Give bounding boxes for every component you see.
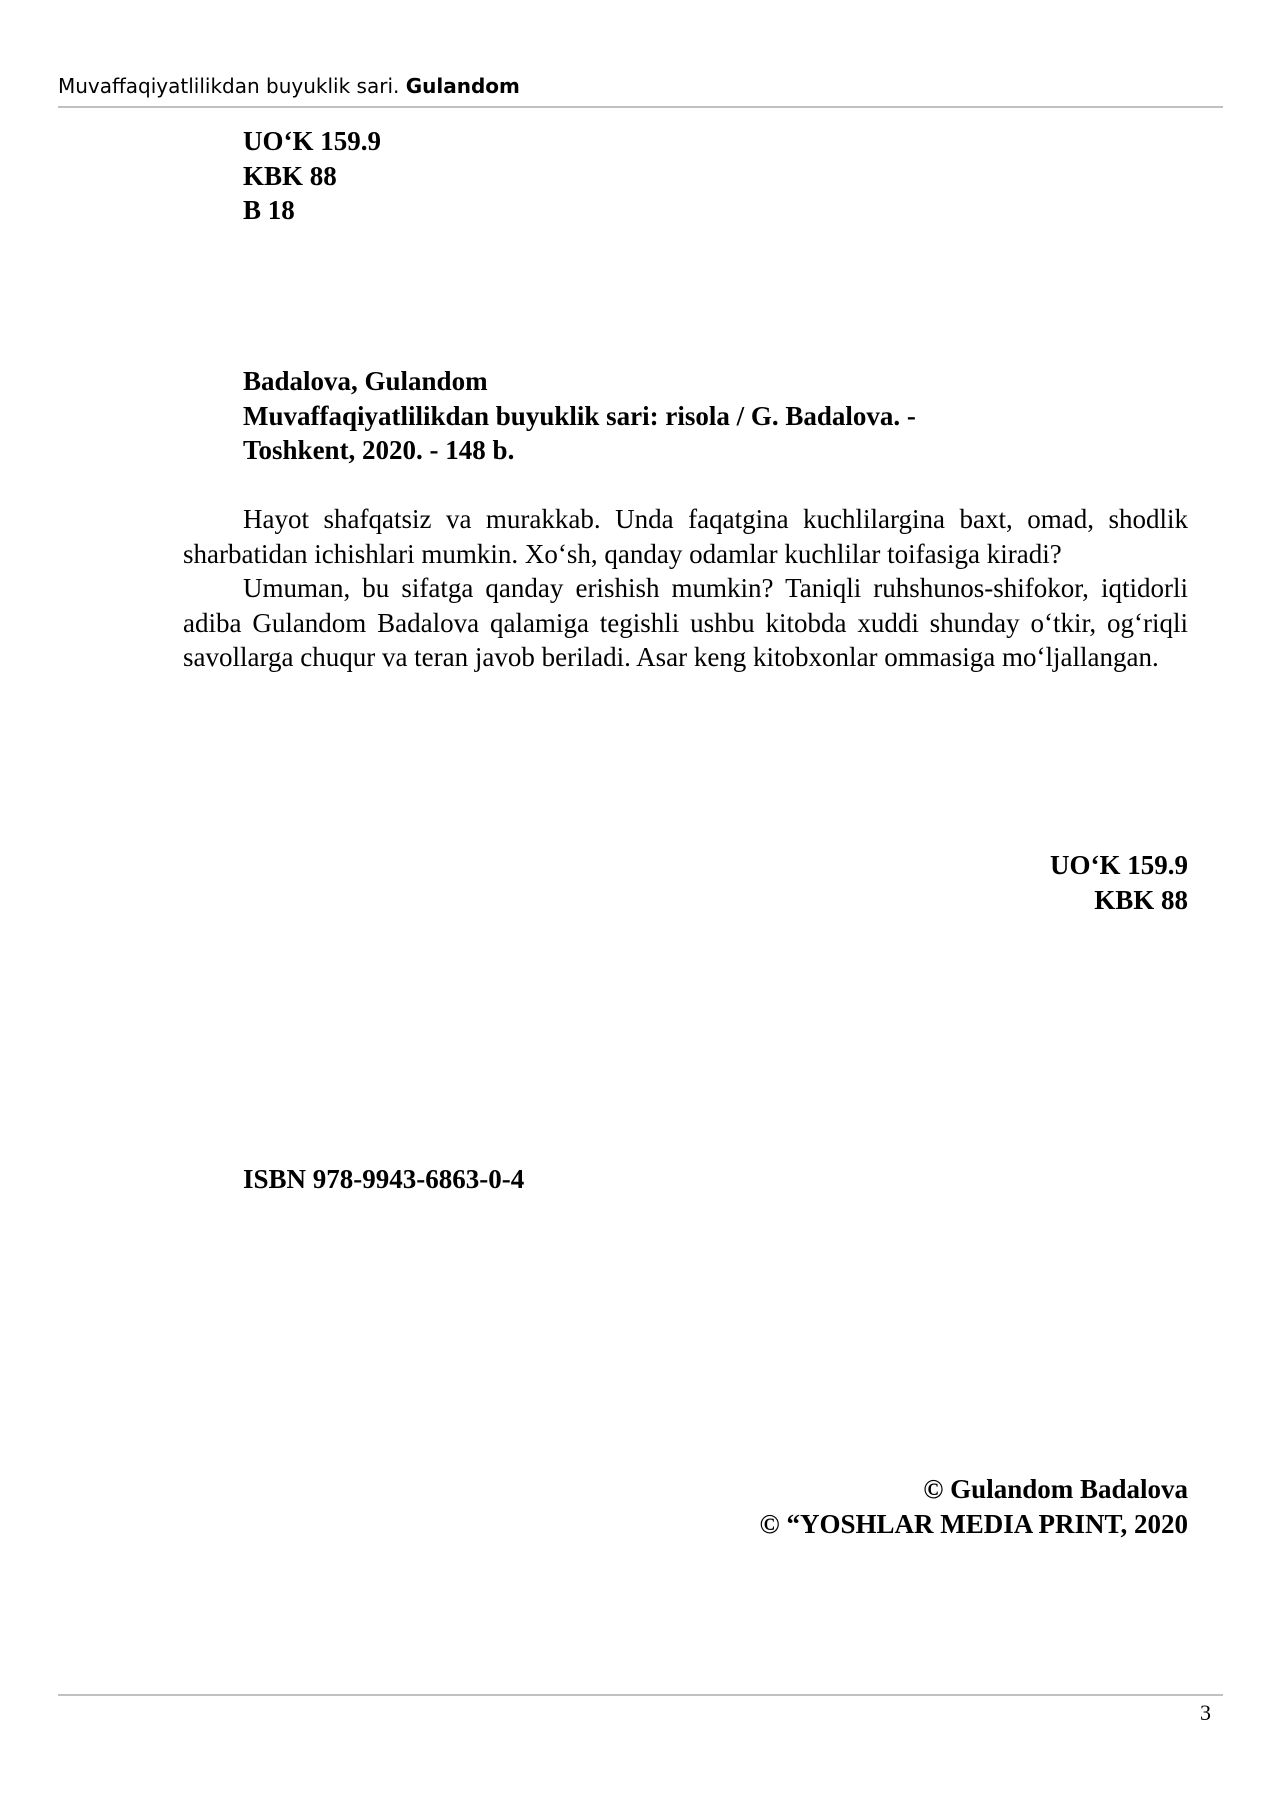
abstract-paragraph: Umuman, bu sifatga qanday erishish mumkin? Taniqli ruhshunos-shifokor, iqtidorli adiba Gulandom Badalova qalamiga tegishli ushbu kitobda xuddi shunday o‘tkir, og‘riqli savollarga chuqur va teran javob beriladi. Asar keng kitobxonlar ommasiga mo‘ljallangan. bbox=[183, 573, 1188, 672]
udc-code: UO‘K 159.9 bbox=[1050, 850, 1188, 880]
biblio-title: Muvaffaqiyatlilikdan buyuklik sari: risola / G. Badalova. - bbox=[243, 400, 916, 431]
author-mark: B 18 bbox=[243, 195, 295, 225]
abstract-paragraph: Hayot shafqatsiz va murakkab. Unda faqatgina kuchlilargina baxt, omad, shodlik sharbatidan ichishlari mumkin. Xo‘sh, qanday odamlar kuchlilar toifasiga kiradi? bbox=[183, 504, 1188, 569]
running-header bbox=[58, 74, 520, 98]
bibliographic-entry bbox=[243, 364, 916, 468]
abstract bbox=[183, 502, 1188, 675]
biblio-author: Badalova, Gulandom bbox=[243, 366, 488, 396]
footer-divider bbox=[58, 1694, 1223, 1696]
kbk-code: KBK 88 bbox=[243, 160, 337, 191]
isbn: ISBN 978-9943-6863-0-4 bbox=[243, 1164, 525, 1194]
header-divider bbox=[58, 106, 1223, 108]
copyright-publisher: © “YOSHLAR MEDIA PRINT, 2020 bbox=[759, 1508, 1188, 1539]
udc-code: UO‘K 159.9 bbox=[243, 126, 381, 156]
biblio-publication: Toshkent, 2020. - 148 b. bbox=[243, 435, 515, 465]
header-book-title: Muvaffaqiyatlilikdan buyuklik sari. bbox=[58, 74, 400, 98]
copyright-author: © Gulandom Badalova bbox=[923, 1474, 1188, 1504]
copyright-notice bbox=[760, 1472, 1188, 1541]
classification-codes-right bbox=[1050, 848, 1188, 917]
classification-codes-top bbox=[243, 124, 381, 228]
header-author: Gulandom bbox=[405, 74, 520, 98]
kbk-code: KBK 88 bbox=[1094, 884, 1188, 915]
page-number: 3 bbox=[1200, 1700, 1211, 1725]
